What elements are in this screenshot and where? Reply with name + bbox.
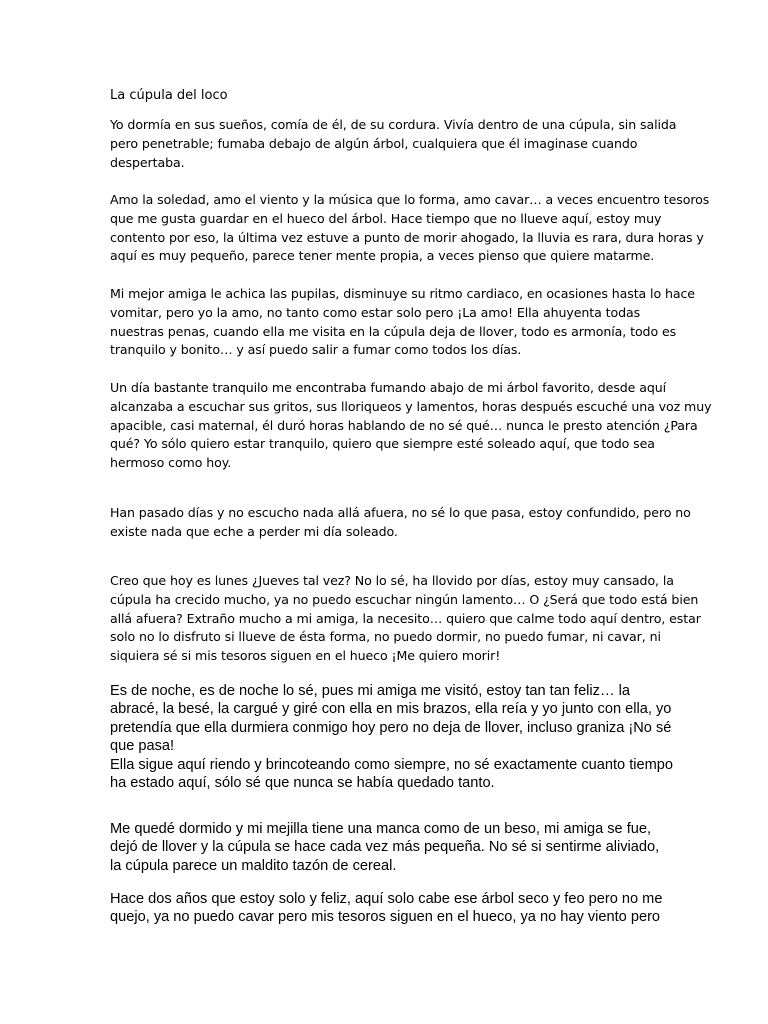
paragraph-line: pretendía que ella durmiera conmigo hoy pero no deja de llover, incluso graniza ¡No sé [110, 719, 672, 736]
paragraph-line: allá afuera? Extraño mucho a mi amiga, la necesito… quiero que calme todo aquí dentro, estar [110, 610, 701, 626]
paragraph-line: apacible, casi maternal, él duró horas hablando de no sé qué… nunca le presto atención ¿Para [110, 417, 698, 433]
paragraph-line: cúpula ha crecido mucho, ya no puedo escuchar ningún lamento… O ¿Será que todo está bien [110, 591, 699, 607]
paragraph-line: Un día bastante tranquilo me encontraba fumando abajo de mi árbol favorito, desde aquí [110, 380, 667, 395]
document-title: La cúpula del loco [110, 88, 228, 103]
paragraph-5 [110, 504, 691, 542]
paragraph-line: abracé, la besé, la cargué y giré con ella en mis brazos, ella reía y yo junto con ella, yo [110, 701, 672, 718]
paragraph-line: qué? Yo sólo quiero estar tranquilo, quiero que siempre esté soleado aquí, que todo sea [110, 436, 655, 452]
paragraph-line: quejo, ya no puedo cavar pero mis tesoros siguen en el hueco, ya no hay viento pero [110, 909, 661, 926]
paragraph-line: Ella sigue aquí riendo y brincoteando como siempre, no sé exactamente cuanto tiempo [110, 756, 673, 773]
paragraph-line: siquiera sé si mis tesoros siguen en el hueco ¡Me quiero morir! [110, 648, 501, 664]
paragraph-line: que pasa! [110, 738, 175, 755]
paragraph-line: tranquilo y bonito… y así puedo salir a fumar como todos los días. [110, 342, 522, 358]
paragraph-line: Amo la soledad, amo el viento y la música que lo forma, amo cavar… a veces encuentro tesoros [110, 192, 710, 207]
paragraph-1 [110, 116, 676, 172]
paragraph-6 [110, 572, 701, 666]
paragraph-line: despertaba. [110, 154, 185, 170]
paragraph-line: Hace dos años que estoy solo y feliz, aquí solo cabe ese árbol seco y feo pero no me [110, 891, 663, 907]
paragraph-4 [110, 379, 711, 473]
paragraph-9 [110, 890, 662, 927]
paragraph-line: aquí es muy pequeño, parece tener mente propia, a veces pienso que quiere matarme. [110, 248, 655, 264]
paragraph-line: nuestras penas, cuando ella me visita en la cúpula deja de llover, todo es armonía, todo es [110, 323, 677, 339]
paragraph-line: vomitar, pero yo la amo, no tanto como estar solo pero ¡La amo! Ella ahuyenta todas [110, 304, 641, 320]
paragraph-line: dejó de llover y la cúpula se hace cada vez más pequeña. No sé si sentirme aliviado, [110, 839, 660, 856]
paragraph-line: existe nada que eche a perder mi día soleado. [110, 523, 398, 539]
paragraph-line: Creo que hoy es lunes ¿Jueves tal vez? No lo sé, ha llovido por días, estoy muy cansado, la [110, 573, 674, 588]
paragraph-7 [110, 682, 673, 792]
paragraph-line: contento por eso, la última vez estuve a punto de morir ahogado, la lluvia es rara, dura horas y [110, 229, 704, 245]
paragraph-line: que me gusta guardar en el hueco del árbol. Hace tiempo que no llueve aquí, estoy muy [110, 210, 662, 226]
paragraph-line: pero penetrable; fumaba debajo de algún árbol, cualquiera que él imaginase cuando [110, 135, 638, 151]
paragraph-line: Mi mejor amiga le achica las pupilas, disminuye su ritmo cardiaco, en ocasiones hasta lo hace [110, 286, 695, 301]
paragraph-2 [110, 191, 709, 266]
paragraph-line: solo no lo disfruto si llueve de ésta forma, no puedo dormir, no puedo fumar, ni cavar, ni [110, 629, 661, 645]
paragraph-line: Me quedé dormido y mi mejilla tiene una manca como de un beso, mi amiga se fue, [110, 821, 652, 837]
paragraph-line: Es de noche, es de noche lo sé, pues mi amiga me visitó, estoy tan tan feliz… la [110, 683, 630, 699]
paragraph-line: Yo dormía en sus sueños, comía de él, de su cordura. Vivía dentro de una cúpula, sin salida [110, 117, 677, 132]
paragraph-line: alcanzaba a escuchar sus gritos, sus lloriqueos y lamentos, horas después escuché una voz muy [110, 398, 712, 414]
paragraph-line: hermoso como hoy. [110, 455, 232, 471]
paragraph-8 [110, 820, 659, 875]
paragraph-line: Han pasado días y no escucho nada allá afuera, no sé lo que pasa, estoy confundido, pero no [110, 505, 691, 520]
paragraph-3 [110, 285, 695, 360]
paragraph-line: la cúpula parece un maldito tazón de cereal. [110, 857, 397, 874]
paragraph-line: ha estado aquí, sólo sé que nunca se había quedado tanto. [110, 775, 495, 792]
